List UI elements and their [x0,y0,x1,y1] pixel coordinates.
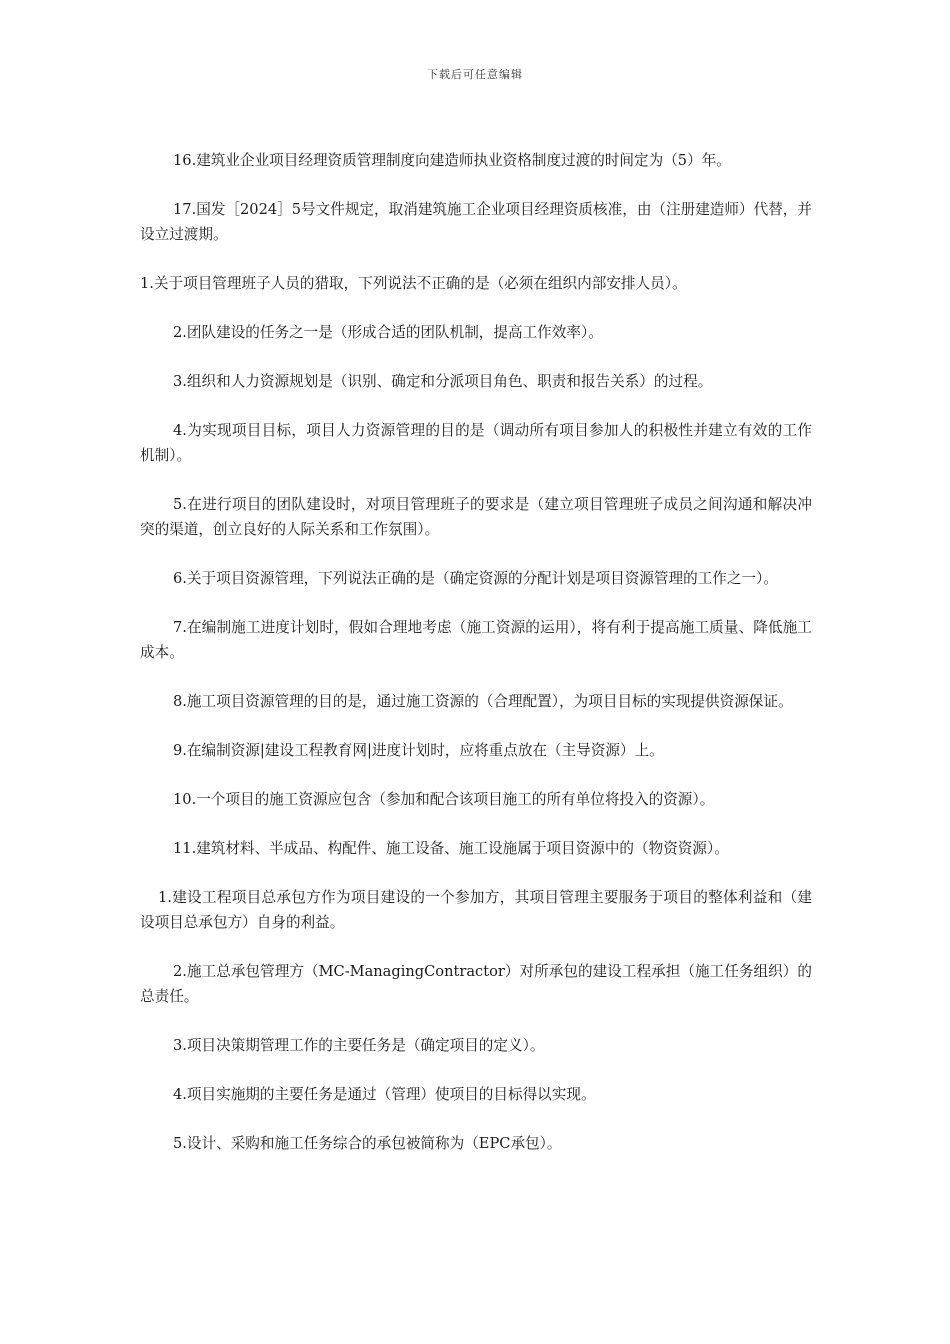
paragraph: 4.项目实施期的主要任务是通过（管理）使项目的目标得以实现。 [173,1086,596,1103]
paragraph: 7.在编制施工进度计划时，假如合理地考虑（施工资源的运用），将有利于提高施工质量、降低施工成本。 [140,619,812,661]
paragraph: 17.国发［2024］5号文件规定，取消建筑施工企业项目经理资质核准，由（注册建造师）代替，并设立过渡期。 [140,201,812,243]
paragraph: 8.施工项目资源管理的目的是，通过施工资源的（合理配置），为项目目标的实现提供资源保证。 [173,693,793,710]
paragraph: 1.建设工程项目总承包方作为项目建设的一个参加方，其项目管理主要服务于项目的整体利益和（建设项目总承包方）自身的利益。 [140,889,812,931]
paragraph: 10.一个项目的施工资源应包含（参加和配合该项目施工的所有单位将投入的资源）。 [173,791,715,808]
paragraph: 3.项目决策期管理工作的主要任务是（确定项目的定义）。 [173,1037,545,1054]
document-body [140,148,812,1180]
paragraph: 5.在进行项目的团队建设时，对项目管理班子的要求是（建立项目管理班子成员之间沟通和解决冲突的渠道，创立良好的人际关系和工作氛围）。 [140,496,812,538]
paragraph: 2.团队建设的任务之一是（形成合适的团队机制，提高工作效率）。 [173,324,603,341]
paragraph: 6.关于项目资源管理，下列说法正确的是（确定资源的分配计划是项目资源管理的工作之一）。 [173,570,778,587]
paragraph: 9.在编制资源|建设工程教育网|进度计划时，应将重点放在（主导资源）上。 [173,742,664,759]
paragraph: 1.关于项目管理班子人员的猎取，下列说法不正确的是（必须在组织内部安排人员）。 [140,275,687,292]
paragraph: 3.组织和人力资源规划是（识别、确定和分派项目角色、职责和报告关系）的过程。 [173,373,713,390]
paragraph: 2.施工总承包管理方（MC-ManagingContractor）对所承包的建设工程承担（施工任务组织）的总责任。 [140,963,812,1005]
paragraph: 4.为实现项目目标，项目人力资源管理的目的是（调动所有项目参加人的积极性并建立有效的工作机制）。 [140,422,812,464]
paragraph: 16.建筑业企业项目经理资质管理制度向建造师执业资格制度过渡的时间定为（5）年。 [173,152,731,169]
paragraph: 5.设计、采购和施工任务综合的承包被简称为（EPC承包）。 [173,1135,562,1152]
paragraph: 11.建筑材料、半成品、构配件、施工设备、施工设施属于项目资源中的（物资资源）。 [173,840,729,857]
page-header-note: 下载后可任意编辑 [427,68,523,81]
